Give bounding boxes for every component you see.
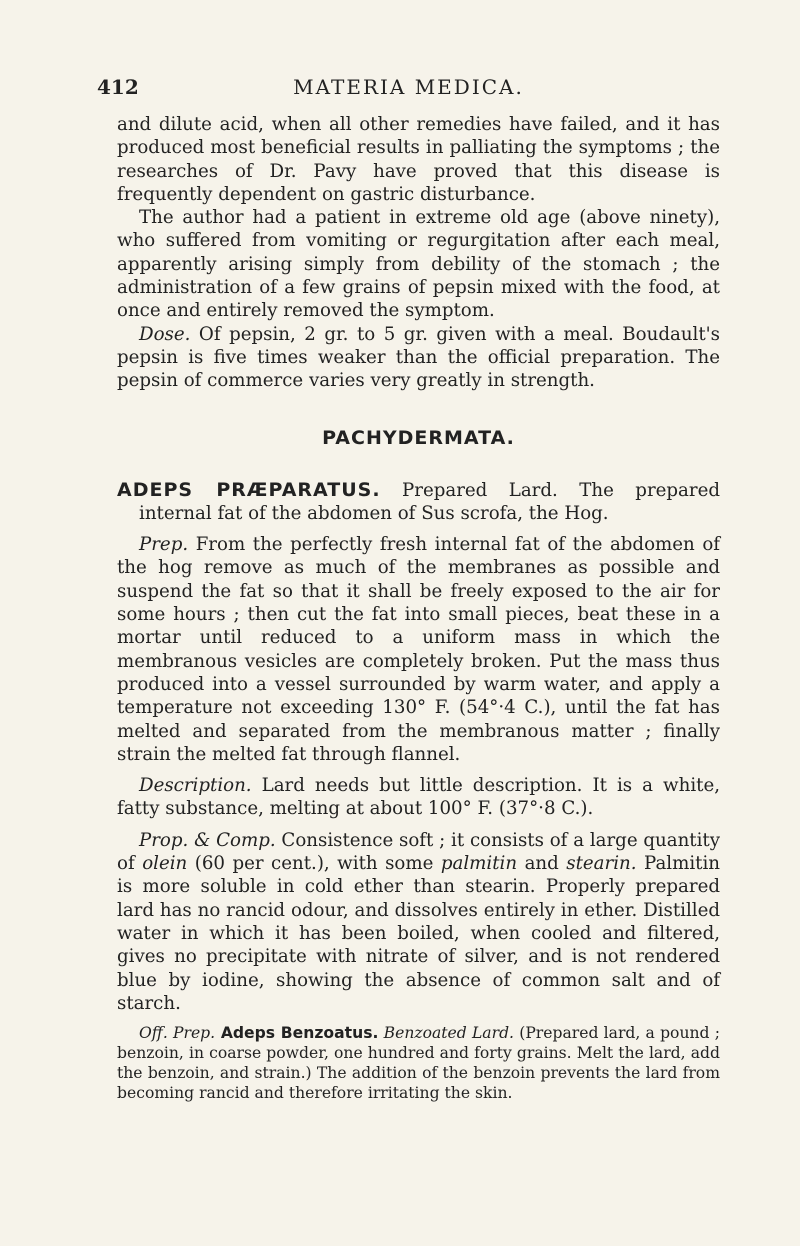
term-olein: olein: [142, 853, 188, 875]
official-prep-label: Off. Prep.: [139, 1024, 216, 1043]
prep-label: Prep.: [139, 534, 189, 556]
properties-text-1: Consistence soft ; it consists of a large quantity of: [117, 829, 721, 875]
description-text: Lard needs but little description. It is a white, fatty substance, melting at about 100° F. (37°·8 C.).: [117, 775, 720, 820]
description-label: Description.: [139, 775, 252, 797]
paragraph-official-preparation: [117, 1023, 720, 1103]
page-body: [117, 113, 720, 1103]
properties-text-4: Palmitin is more soluble in cold ether than stearin. Properly prepared lard has no rancid odour, and dissolves entirely in ether. Distilled water in which it has been boiled, when cooled and filtered, gives no precipitate with nitrate of silver, and is not rendered blue by iodine, showing the absence of common salt and of starch.: [117, 853, 721, 1014]
paragraph-dose: [117, 323, 720, 393]
running-title: MATERIA MEDICA.: [293, 75, 524, 99]
prep-text: From the perfectly fresh internal fat of the abdomen of the hog remove as much of the membranes as possible and suspend the fat so that it shall be freely exposed to the air for some hours ; then cut the fat into small pieces, beat these in a mortar until reduced to a uniform mass in which the membranous vesicles are completely broken. Put the mass thus produced into a vessel surrounded by warm water, and apply a temperature not exceeding 130° F. (54°·4 C.), until the fat has melted and separated from the membranous matter ; finally strain the melted fat through flannel.: [117, 534, 720, 765]
entry-title-paragraph: [117, 479, 720, 526]
entry-title: ADEPS PRÆPARATUS.: [117, 478, 381, 501]
dose-label: Dose.: [139, 323, 191, 345]
paragraph-patient-case: The author had a patient in extreme old age (above ninety), who suffered from vomiting or regurgitation after each meal, apparently arising simply from debility of the stomach ; the administration of a few grains of pepsin mixed with the food, at once and entirely removed the symptom.: [117, 207, 720, 322]
page-number: 412: [97, 75, 139, 99]
paragraph-continuation: and dilute acid, when all other remedies have failed, and it has produced most beneficial results in palliating the symptoms ; the researches of Dr. Pavy have proved that this disease is frequently dependent on gastric disturbance.: [117, 114, 720, 205]
properties-label: Prop. & Comp.: [139, 829, 276, 851]
term-stearin: stearin.: [566, 853, 637, 875]
official-prep-name: Adeps Benzoatus.: [215, 1024, 379, 1043]
entry-title-rest: Prepared Lard. The prepared internal fat of the abdomen of Sus scrofa, the Hog.: [139, 479, 720, 524]
term-palmitin: palmitin: [440, 853, 518, 875]
paragraph-properties: [117, 829, 720, 1015]
paragraph-prep: [117, 533, 720, 766]
properties-text-2: (60 per cent.), with some: [187, 853, 441, 875]
dose-text: Of pepsin, 2 gr. to 5 gr. given with a meal. Boudault's pepsin is five times weaker than the official preparation. The pepsin of commerce varies very greatly in strength.: [117, 323, 720, 392]
properties-text-3: and: [517, 853, 567, 875]
official-prep-text: (Prepared lard, a pound ; benzoin, in coarse powder, one hundred and forty grains. Melt the lard, add the benzoin, and strain.) The addition of the benzoin prevents the lard from becoming rancid and therefore irritating the skin.: [117, 1024, 720, 1103]
paragraph-description: [117, 774, 720, 821]
page-header: [97, 75, 720, 105]
official-prep-english: Benzoated Lard.: [378, 1024, 515, 1043]
section-heading: PACHYDERMATA.: [322, 426, 515, 449]
